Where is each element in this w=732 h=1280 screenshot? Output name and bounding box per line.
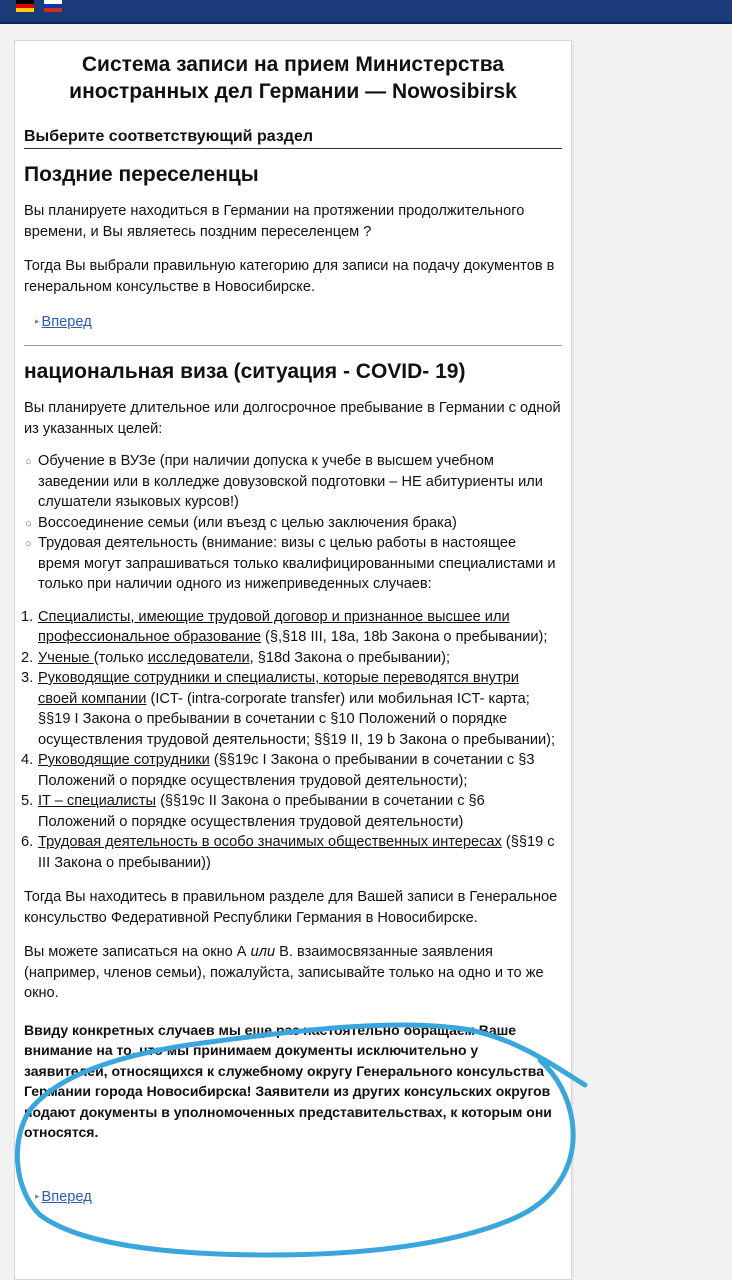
divider xyxy=(24,345,562,346)
case-link[interactable]: Ученые xyxy=(38,649,94,666)
late-settlers-next xyxy=(24,314,562,330)
notice-text: Ввиду конкретных случаев мы еще раз настоятельно обращаем Ваше внимание на то, что мы принимаем документы исключительно у заявителей, относящихся к служебному округу Генерального консульства Германии города Новосибирска! Заявители из других консульских округов подают документы в уполномоченных представительствах, к которым они относятся. xyxy=(24,1021,552,1140)
flag-ru-icon[interactable] xyxy=(44,0,62,12)
window-text: Вы можете записаться на окно А или В. взаимосвязанные заявления (например, членов семьи), пожалуйста, записывайте только на одно и то же окно. xyxy=(24,944,544,1001)
case-item: 1. Специалисты, имеющие трудовой договор и признанное высшее или профессиональное образование (§,§18 III, 18a, 18b Закона о пребывании); xyxy=(21,608,548,645)
national-visa-heading: национальная виза (ситуация - COVID- 19) xyxy=(24,360,466,383)
national-visa-next xyxy=(24,1189,562,1205)
case-link[interactable]: Руководящие сотрудники xyxy=(38,752,210,768)
arrow-right-icon: ▸ xyxy=(35,316,40,326)
case-link[interactable]: IT – специалисты xyxy=(38,793,157,809)
list-item: ○ Воссоединение семьи (или въезд с целью заключения брака) xyxy=(25,514,457,531)
section-select-heading: Выберите соответствующий раздел xyxy=(24,128,562,149)
goals-list xyxy=(24,451,562,595)
cases-list xyxy=(21,607,562,874)
list-item: ○ Обучение в ВУЗе (при наличии допуска к учебе в высшем учебном заведении или в колледже довузовской подготовки – НЕ абитуриенты или слушатели языковых курсов!) xyxy=(25,453,543,510)
list-item: ○ Трудовая деятельность (внимание: визы с целью работы в настоящее время могут запрашиваться только квалифицированными специалистами и только при наличии одного из нижеприведенных случаев: xyxy=(25,535,556,592)
late-settlers-heading: Поздние переселенцы xyxy=(24,163,259,186)
next-link[interactable]: Вперед xyxy=(41,314,92,330)
arrow-right-icon: ▸ xyxy=(35,1190,40,1201)
case-item: 3. Руководящие сотрудники и специалисты, которые переводятся внутри своей компании (ICT- (intra-corporate transfer) или мобильная ICT- карта; §§19 I Закона о пребывании в сочетании с §10 Положений о порядке осуществления трудовой деятельности; §§19 II, 19 b Закона о пребывании); xyxy=(21,670,556,748)
case-link[interactable]: Руководящие сотрудники и специалисты, которые переводятся внутри своей компании xyxy=(38,670,519,707)
case-item: 2. Ученые (только исследователи, §18d Закона о пребывании); xyxy=(21,649,451,666)
content-panel xyxy=(14,40,572,1280)
case-item: 6. Трудовая деятельность в особо значимых общественных интересах (§§19 c III Закона о пребывании)) xyxy=(21,834,555,871)
late-settlers-text-1: Вы планируете находиться в Германии на протяжении продолжительного времени, и Вы являетесь поздним переселенцем ? xyxy=(24,203,525,240)
case-link[interactable]: Специалисты, имеющие трудовой договор и признанное высшее или профессиональное образование xyxy=(38,608,510,645)
case-link[interactable]: исследователи xyxy=(147,649,250,666)
top-bar xyxy=(0,0,732,24)
case-item: 4. Руководящие сотрудники (§§19c I Закона о пребывании в сочетании с §3 Положений о порядке осуществления трудовой деятельности); xyxy=(21,752,535,789)
late-settlers-text-2: Тогда Вы выбрали правильную категорию для записи на подачу документов в генеральном консульстве в Новосибирске. xyxy=(24,258,555,295)
national-visa-intro: Вы планируете длительное или долгосрочное пребывание в Германии с одной из указанных целей: xyxy=(24,400,561,437)
flag-de-icon[interactable] xyxy=(16,0,34,12)
case-link[interactable]: Трудовая деятельность в особо значимых общественных интересах xyxy=(38,834,502,850)
next-link[interactable]: Вперед xyxy=(41,1188,92,1205)
page-title: Система записи на прием Министерства иностранных дел Германии — Nowosibirsk xyxy=(69,53,517,103)
correct-section-text: Тогда Вы находитесь в правильном разделе для Вашей записи в Генеральное консульство Федеративной Республики Германия в Новосибирске. xyxy=(24,889,558,926)
case-item: 5. IT – специалисты (§§19c II Закона о пребывании в сочетании с §6 Положений о порядке осуществления трудовой деятельности) xyxy=(21,793,485,830)
